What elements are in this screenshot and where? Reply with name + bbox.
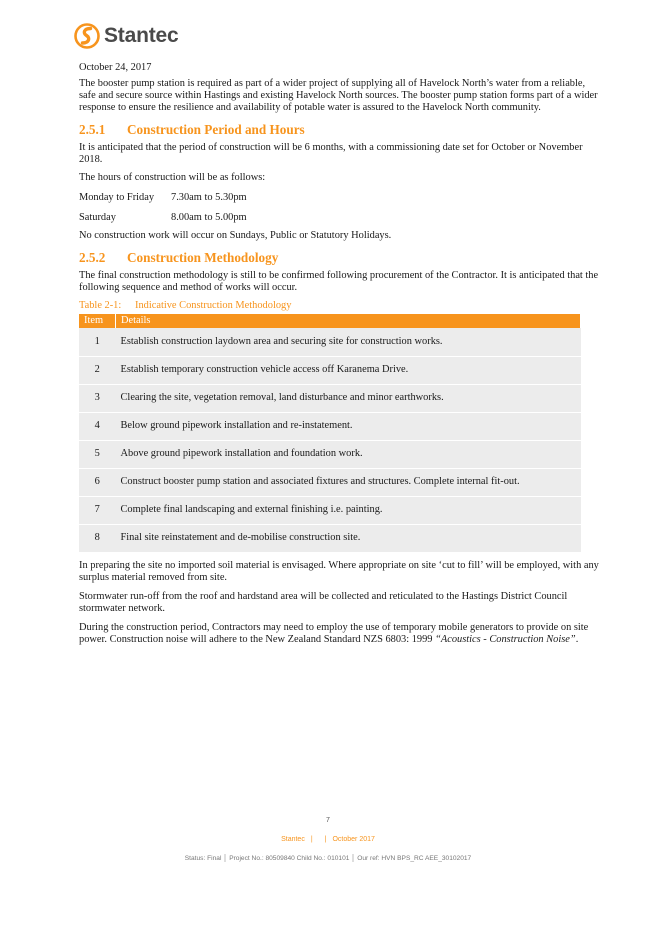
footer-separator: | — [324, 836, 327, 843]
table-cell-details: Below ground pipework installation and re-instatement. — [116, 412, 581, 440]
section-heading-2-5-2 — [79, 250, 599, 266]
noise-standard-title: “Acoustics - Construction Noise” — [435, 633, 576, 645]
table-caption-title: Indicative Construction Methodology — [135, 300, 292, 311]
table-cell-item: 7 — [79, 496, 116, 524]
no-work-paragraph: No construction work will occur on Sundays, Public or Statutory Holidays. — [79, 230, 392, 241]
logo-text: Stantec — [104, 24, 179, 47]
table-caption-number: Table 2-1: — [79, 300, 122, 311]
table-caption — [79, 300, 599, 312]
hours-day: Monday to Friday — [79, 192, 155, 203]
table-row — [79, 468, 581, 496]
table-cell-item: 8 — [79, 524, 116, 552]
hours-row-saturday — [79, 212, 599, 224]
footer-company-line — [0, 836, 656, 843]
section-heading-2-5-1 — [79, 122, 599, 138]
table-cell-details: Establish construction laydown area and securing site for construction works. — [116, 328, 581, 356]
table-row — [79, 412, 581, 440]
soil-paragraph: In preparing the site no imported soil material is envisaged. Where appropriate on site ‘cut to fill’ will be employed, with any surplus material removed from site. — [79, 559, 599, 583]
table-cell-details: Above ground pipework installation and foundation work. — [116, 440, 581, 468]
table-cell-details: Complete final landscaping and external finishing i.e. painting. — [116, 496, 581, 524]
table-header-row — [79, 314, 581, 328]
table-cell-details: Construct booster pump station and associated fixtures and structures. Complete internal fit-out. — [116, 468, 581, 496]
stormwater-paragraph: Stormwater run-off from the roof and hardstand area will be collected and reticulated to the Hastings District Council stormwater network. — [79, 590, 568, 614]
table-header-item: Item — [79, 314, 116, 328]
table-row — [79, 524, 581, 552]
table-cell-item: 3 — [79, 384, 116, 412]
page-number: 7 — [326, 817, 330, 824]
intro-paragraph: The booster pump station is required as part of a wider project of supplying all of Havelock North’s water from a reliable, safe and secure source within Hastings and existing Havelock North sources. The booster pump station forms part of a wider response to ensure the resilience and availability of potable water is assured to the Havelock North community. — [79, 78, 598, 113]
document-date: October 24, 2017 — [79, 62, 152, 73]
stantec-logo — [74, 22, 178, 50]
noise-end: . — [575, 633, 579, 645]
footer-status-line: Status: Final │ Project No.: 80509840 Child No.: 010101 │ Our ref: HVN BPS_RC AEE_30102017 — [184, 855, 472, 862]
table-cell-item: 6 — [79, 468, 116, 496]
table-cell-details: Final site reinstatement and de-mobilise construction site. — [116, 524, 581, 552]
methodology-paragraph: The final construction methodology is still to be confirmed following procurement of the Contractor. It is anticipated that the following sequence and method of works will occur. — [79, 270, 599, 293]
table-cell-item: 2 — [79, 356, 116, 384]
table-row — [79, 496, 581, 524]
table-row — [79, 356, 581, 384]
hours-time: 8.00am to 5.00pm — [171, 212, 247, 223]
hours-time: 7.30am to 5.30pm — [171, 192, 247, 203]
table-row — [79, 384, 581, 412]
methodology-table — [79, 314, 581, 553]
stantec-logo-icon — [74, 22, 100, 50]
table-row — [79, 440, 581, 468]
table-cell-details: Establish temporary construction vehicle access off Karanema Drive. — [116, 356, 581, 384]
table-cell-item: 4 — [79, 412, 116, 440]
table-row — [79, 328, 581, 356]
noise-paragraph — [79, 622, 599, 646]
footer-separator: | — [310, 836, 313, 843]
footer-month: October 2017 — [332, 836, 375, 843]
footer-company: Stantec — [281, 836, 305, 843]
document-body — [79, 62, 599, 646]
hours-row-weekday — [79, 192, 599, 204]
hours-intro-paragraph: The hours of construction will be as follows: — [79, 172, 266, 183]
table-cell-item: 5 — [79, 440, 116, 468]
construction-period-paragraph: It is anticipated that the period of construction will be 6 months, with a commissioning date set for October or November 2018. — [79, 142, 583, 165]
section-number: 2.5.1 — [79, 122, 106, 137]
section-title: Construction Methodology — [127, 250, 279, 265]
table-cell-details: Clearing the site, vegetation removal, land disturbance and minor earthworks. — [116, 384, 581, 412]
noise-text: During the construction period, Contractors may need to employ the use of temporary mobile generators to provide on site power. Construction noise will adhere to the New Zealand Standard NZS 6803: 1999 — [79, 621, 589, 645]
section-title: Construction Period and Hours — [127, 122, 305, 137]
table-header-details: Details — [116, 314, 581, 328]
hours-day: Saturday — [79, 212, 116, 223]
table-cell-item: 1 — [79, 328, 116, 356]
section-number: 2.5.2 — [79, 250, 106, 265]
